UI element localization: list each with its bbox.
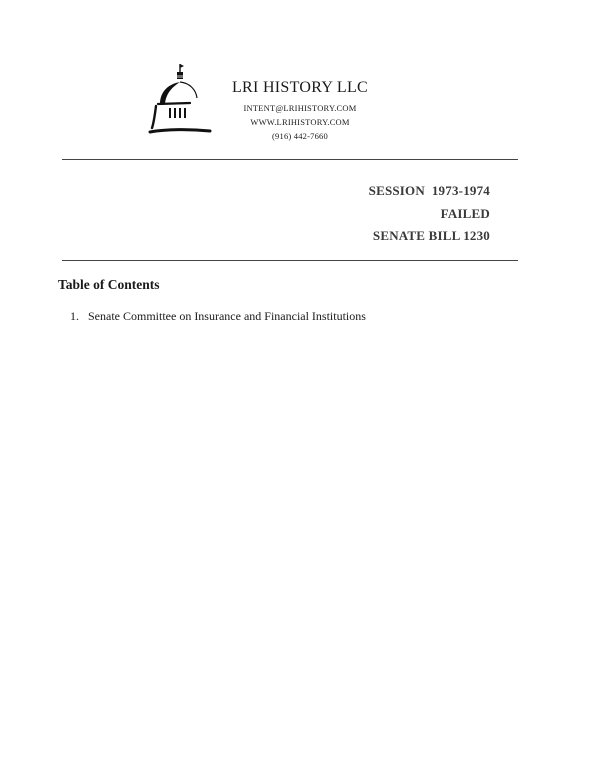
toc-list — [70, 308, 366, 324]
bill-number: SENATE BILL 1230 — [372, 228, 490, 243]
company-name: LRI HISTORY LLC — [231, 79, 369, 96]
company-phone: (916) 442-7660 — [272, 131, 328, 141]
toc-item[interactable] — [70, 308, 366, 324]
toc-item-label[interactable]: Senate Committee on Insurance and Financial Institutions — [88, 309, 366, 323]
bill-status: FAILED — [440, 205, 490, 221]
capitol-dome-icon — [146, 62, 212, 140]
session-label: SESSION 1973-1974 — [368, 183, 490, 198]
toc-item-number: 1. — [70, 309, 79, 323]
toc-title: Table of Contents — [58, 277, 160, 292]
company-email: INTENT@LRIHISTORY.COM — [243, 103, 357, 113]
company-info — [210, 78, 390, 143]
top-divider — [62, 159, 518, 160]
company-website: WWW.LRIHISTORY.COM — [250, 117, 350, 127]
bottom-divider — [62, 260, 518, 261]
bill-info — [369, 180, 490, 248]
